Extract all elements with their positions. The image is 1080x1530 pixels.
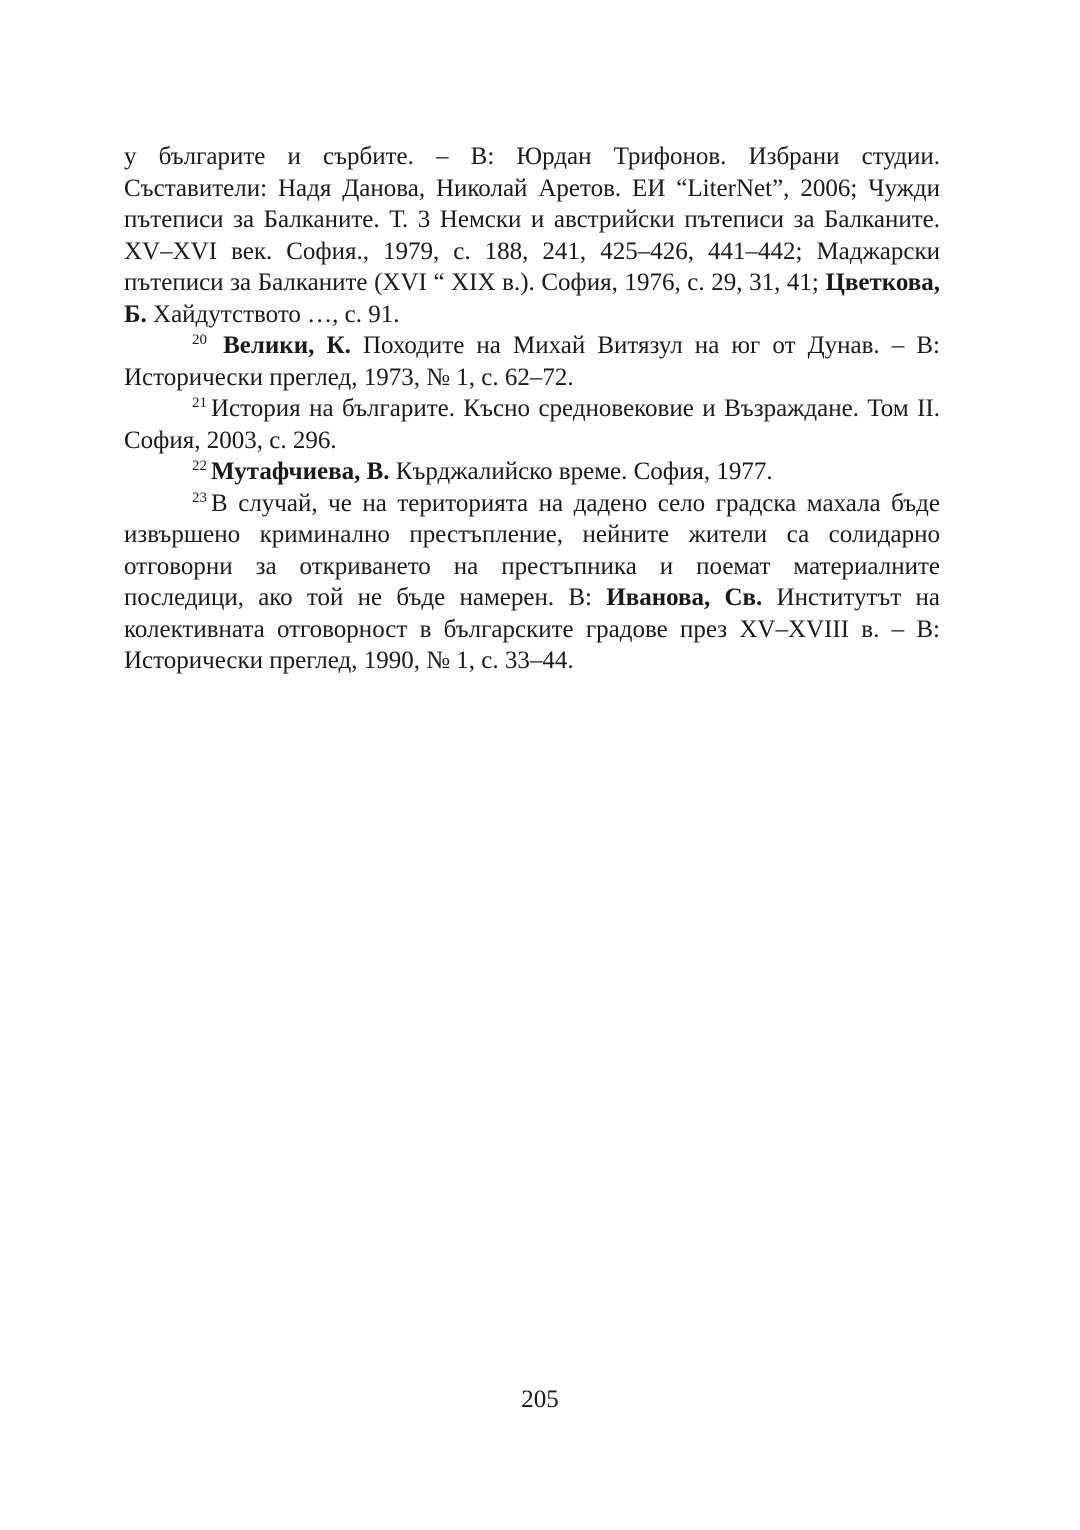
footnote-author: Иванова, Св.: [606, 584, 763, 611]
footnote-20: [124, 330, 940, 393]
footnote-text: История на българите. Късно средновековие и Възраждане. Том II. София, 2003, с. 296.: [124, 395, 940, 454]
footnote-21: [124, 393, 940, 456]
footnote-author: Мутафчиева, В.: [211, 458, 390, 485]
page-number: 205: [521, 1386, 559, 1413]
footnote-23: [124, 488, 940, 677]
footnote-text: Походите на Михай Витязул на юг от Дунав. – В: Исторически преглед, 1973, № 1, с. 62–72.: [124, 332, 940, 391]
footnote-author: Цветкова, Б.: [124, 269, 940, 328]
footnote-number: 21: [192, 395, 207, 411]
footnotes-block: [124, 141, 940, 677]
footnote-number: 22: [192, 458, 207, 474]
footnote-author: Велики, К.: [223, 332, 351, 359]
footnote-text: у българите и сърбите. – В: Юрдан Трифонов. Избрани студии. Съставители: Надя Данова, Николай Аретов. ЕИ “LiterNet”, 2006; Чужди пътеписи за Балканите. Т. 3 Немски и австрийски пътеписи за Балканите. XV–XVI век. София., 1979, с. 188, 241, 425–426, 441–442; Маджарски пътеписи за Балканите (XVI “ XIX в.). София, 1976, с. 29, 31, 41;: [124, 143, 940, 296]
footnote-number: 23: [192, 489, 207, 506]
footnote-continuation: [124, 141, 940, 330]
footnote-text: Хайдутството …, с. 91.: [146, 300, 400, 328]
footnote-number: 20: [192, 332, 207, 348]
footnote-text: Кърджалийско време. София, 1977.: [389, 458, 773, 485]
footnote-text: Институтът на колективната отговорност в българските градове през XV–XVIII в. – В: Исторически преглед, 1990, № 1, с. 33–44.: [124, 584, 940, 674]
footnote-text: В случай, че на територията на дадено село градска махала бъде извършено криминално престъпление, нейните жители са солидарно отговорни за откриването на престъпника и поемат материалните последици, ако той не бъде намерен. В:: [124, 489, 940, 611]
footnote-22: [124, 456, 940, 488]
